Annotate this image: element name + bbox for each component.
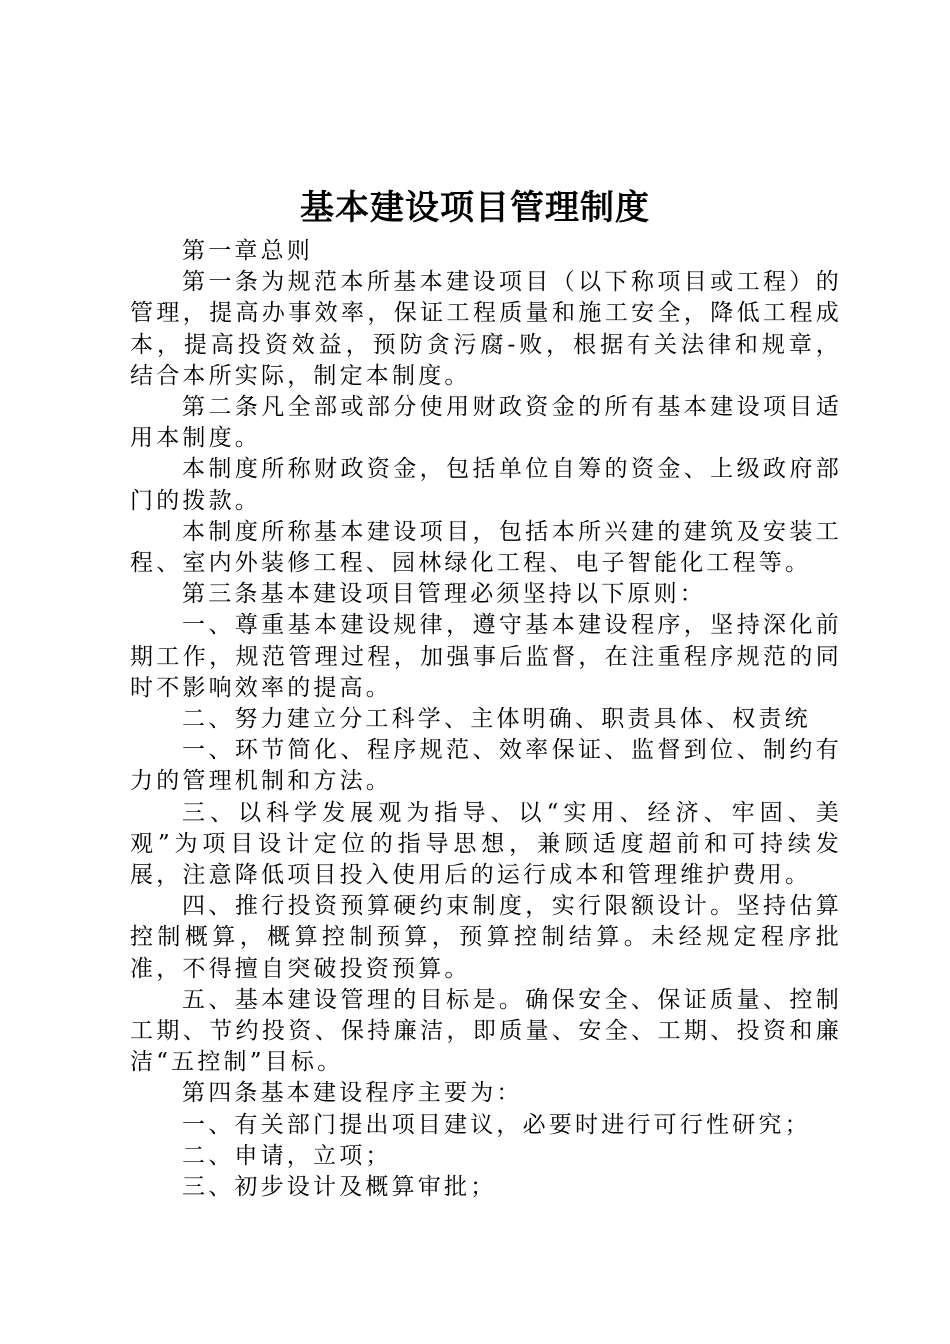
paragraph: 第三条基本建设项目管理必须坚持以下原则： (182, 581, 706, 608)
paragraph: 二、努力建立分工科学、主体明确、职责具体、权责统 (182, 706, 811, 733)
paragraph: 一、有关部门提出项目建议，必要时进行可行性研究； (182, 1111, 811, 1138)
document-body (130, 236, 842, 1203)
paragraph: 三、以科学发展观为指导、以“实用、经济、牢固、美观”为项目设计定位的指导思想，兼顾适度超前和可持续发展，注意降低项目投入使用后的运行成本和管理维护费用。 (130, 799, 842, 889)
paragraph: 第四条基本建设程序主要为： (182, 1080, 523, 1107)
paragraph: 第一条为规范本所基本建设项目（以下称项目或工程）的管理，提高办事效率，保证工程质量和施工安全，降低工程成本，提高投资效益，预防贪污腐-败，根据有关法律和规章，结合本所实际，制定本制度。 (130, 269, 842, 389)
document-title: 基本建设项目管理制度 (300, 188, 650, 228)
paragraph: 本制度所称基本建设项目，包括本所兴建的建筑及安装工程、室内外装修工程、园林绿化工程、电子智能化工程等。 (130, 518, 842, 577)
paragraph: 第二条凡全部或部分使用财政资金的所有基本建设项目适用本制度。 (130, 394, 842, 452)
paragraph: 五、基本建设管理的目标是。确保安全、保证质量、控制工期、节约投资、保持廉洁，即质量、安全、工期、投资和廉洁“五控制”目标。 (130, 986, 842, 1076)
paragraph: 三、初步设计及概算审批； (182, 1174, 497, 1201)
paragraph: 第一章总则 (182, 238, 313, 264)
paragraph: 二、申请，立项； (182, 1142, 392, 1169)
paragraph: 四、推行投资预算硬约束制度，实行限额设计。坚持估算控制概算，概算控制预算，预算控制结算。未经规定程序批准，不得擅自突破投资预算。 (130, 893, 842, 982)
paragraph: 本制度所称财政资金，包括单位自筹的资金、上级政府部门的拨款。 (130, 456, 842, 514)
paragraph: 一、尊重基本建设规律，遵守基本建设程序，坚持深化前期工作，规范管理过程，加强事后监督，在注重程序规范的同时不影响效率的提高。 (130, 612, 842, 701)
paragraph: 一、环节简化、程序规范、效率保证、监督到位、制约有力的管理机制和方法。 (130, 737, 842, 795)
